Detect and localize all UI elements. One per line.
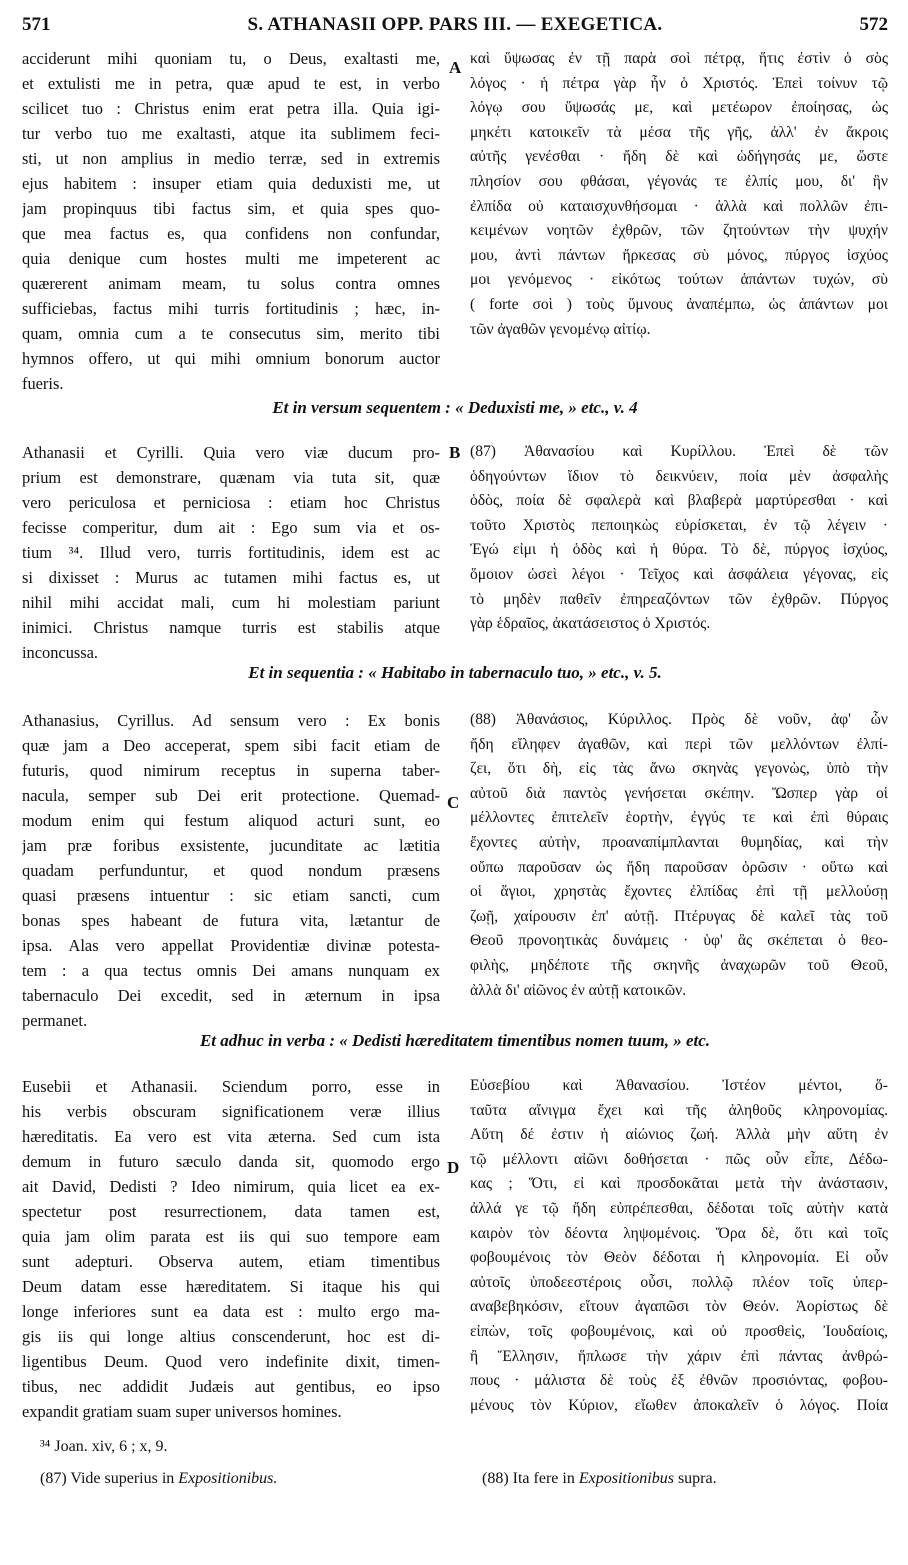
greek-line: κειμένων νοητῶν ἐχθρῶν, τῶν ζητούντων τὴν ψυχήν: [470, 222, 888, 240]
latin-line: inconcussa.: [22, 643, 99, 662]
greek-line: τὸ μηδὲν παθεῖν ἐπηρεαζόντων τῶν ἐχθρῶν. Πύργος: [470, 590, 888, 608]
margin-mark-b: B: [449, 443, 461, 462]
greek-line: ζωῇ, χαίρουσιν ἐπ' αὐτῇ. Πτέρυγας δὲ καλεῖ τὰς τοῦ: [470, 907, 888, 925]
latin-line: scilicet tuo : Christus enim erat petra illa. Quia igi-: [22, 99, 440, 118]
greek-line: ὁδηγούντων ἴδιον τὸ δεικνύειν, ποία μὲν ἀσφαλὴς: [470, 467, 888, 485]
greek-line: Ἐγώ εἰμι ἡ ὁδὸς καὶ ἡ θύρα. Τὸ δὲ, πύργος ἰσχύος,: [470, 541, 888, 559]
latin-line: jam propinquus tibi factus sim, et quia spes quo-: [22, 199, 440, 218]
greek-line: ζει, ὅτι δὴ, εἰς τὰς ἄνω σκηνὰς γεγονὼς, ὑπὸ τὴν: [470, 760, 888, 778]
latin-line: vero periculosa et perniciosa : etiam hoc Christus: [22, 493, 440, 512]
greek-column-section-2: [470, 440, 888, 637]
latin-line: que mea factus es, qua confidens non confundar,: [22, 224, 440, 243]
latin-line: prium est demonstrare, quænam via tuta sit, quæ: [22, 468, 440, 487]
latin-line: tium ³⁴. Illud vero, turris fortitudinis, idem est ac: [22, 543, 440, 562]
latin-line: sunt adepturi. Observa autem, etiam timentibus: [22, 1252, 440, 1271]
latin-line: ejus habitem : insuper etiam quia deduxisti me, ut: [22, 174, 440, 193]
greek-line: ( forte σοὶ ) τοὺς ὕμνους ἀναπέμπω, ὡς ἁπάντων μοι: [470, 295, 888, 313]
latin-line: et extulisti me in petra, quæ apud te est, in verbo: [22, 74, 440, 93]
footnote-87-text: Vide superius in: [70, 1470, 175, 1487]
latin-line: jam præ foribus exsistente, jucunditate ac lætitia: [22, 836, 440, 855]
greek-line: λόγῳ σου ὕψωσάς με, καὶ μετέωρον ἐποίησας, ὡς: [470, 99, 888, 117]
greek-line: τοῦτο Χριστὸς πεποιηκὼς εὑρίσκεται, ἐν τῷ λέγειν ·: [470, 516, 888, 534]
section-caption: Et adhuc in verba : « Dedisti hæreditatem timentibus nomen tuum, » etc.: [199, 1031, 711, 1050]
greek-line: ἢ Ἕλλησιν, ἥπλωσε τὴν χάριν ἐπὶ πάντας ἀνθρώ-: [470, 1347, 888, 1365]
latin-line: quia denique cum hostes multi me impeterent ac: [22, 249, 440, 268]
latin-line: ligentibus Deum. Quod vero indefinite dixit, timen-: [22, 1352, 440, 1371]
latin-line: si dixisset : Murus ac tutamen mihi factus es, ut: [22, 568, 440, 587]
greek-line: Εὐσεβίου καὶ Ἀθανασίου. Ἰστέον μέντοι, ὅ-: [470, 1077, 888, 1094]
greek-line: αὐτοῖς ὑποδεεστέροις οὖσι, πολλῷ πλέον τοῖς ὑπερ-: [470, 1273, 888, 1291]
latin-line: modum enim qui festum aliquod acturi sunt, eo: [22, 811, 440, 830]
latin-line: tibus, nec addidit Judæis aut gentibus, eo ipso: [22, 1377, 440, 1396]
footnote-88-end: supra.: [677, 1470, 717, 1487]
margin-mark-a: A: [449, 58, 462, 77]
latin-line: fueris.: [22, 374, 64, 393]
latin-line: spectetur post resurrectionem, data tamen est,: [22, 1202, 440, 1221]
running-title: S. ATHANASII OPP. PARS III. — EXEGETICA.: [247, 14, 663, 35]
margin-mark-d: D: [447, 1158, 460, 1177]
latin-line: expandit gratiam suam super universos homines.: [22, 1402, 342, 1421]
latin-line: sti, ut non amplius in medio terræ, sed in extremis: [22, 149, 440, 168]
page-number-left: 571: [22, 14, 51, 35]
latin-line: quasi præsens intuentur : sic etiam sancti, cum: [22, 886, 440, 905]
greek-line: ταῦτα αἴνιγμα ἔχει καὶ τῆς ἀληθοῦς κληρονομίας.: [470, 1101, 888, 1119]
latin-line: gis iis qui longe altius conscenderunt, hoc est di-: [22, 1327, 440, 1346]
latin-line: nihil mihi accidat mali, cum hi molestiam pariunt: [22, 593, 440, 612]
greek-line: εἰπὼν, τοῖς φοβουμένοις, καὶ οὐ προσθεὶς, Ἰουδαίοις,: [470, 1322, 888, 1340]
greek-line: οὔπω παροῦσαν ὡς ἤδη παροῦσαν ὁρῶσιν · οὕτω καὶ: [470, 858, 888, 876]
greek-line: Αὕτη δέ ἐστιν ἡ αἰώνιος ζωή. Ἀλλὰ μὴν αὕτη ἐν: [470, 1126, 888, 1144]
latin-line: nacula, semper sub Dei erit protectione. Quemad-: [22, 786, 440, 805]
greek-line: αὐτοῦ διὰ παντὸς γενήσεται σκέπην. Ὥσπερ γὰρ οἱ: [470, 784, 888, 802]
greek-line: φιλὴς, μηδέποτε τῆς σκηνῆς ἀναχωρῶν τοῦ Θεοῦ,: [470, 956, 888, 974]
greek-line: ἀλλά γε τῷ ἤδη εὐπρέπεσθαι, δέδοται τοῖς αὐτὴν κατὰ: [470, 1199, 888, 1217]
latin-line: ait David, Dedisti ? Ideo nimirum, quia licet ea ex-: [22, 1177, 440, 1196]
latin-line: fecisse comperitur, dum ait : Ego sum via et os-: [22, 518, 440, 537]
latin-line: quærerent animam meam, tu solus contra omnes: [22, 274, 440, 293]
footnote-88-number: (88): [482, 1470, 509, 1487]
latin-line: tur verbo tuo me exaltasti, atque ita sublimem feci-: [22, 124, 440, 143]
footnote-87: [40, 1470, 277, 1488]
greek-line: φοβουμένοις τὸν Θεὸν δέδοται ἡ κληρονομία. Εἰ οὖν: [470, 1249, 888, 1267]
section-caption: Et in sequentia : « Habitabo in tabernaculo tuo, » etc., v. 5.: [248, 663, 662, 682]
latin-line: tem : a qua tectus omnis Dei amans nunquam ex: [22, 961, 440, 980]
greek-line: κας ; Ὅτι, εἰ καὶ προσδοκᾶται μετὰ τὴν ἀνάστασιν,: [470, 1175, 888, 1193]
footnote-87-number: (87): [40, 1470, 67, 1487]
greek-line: καὶ ὕψωσας ἐν τῇ παρὰ σοὶ πέτρᾳ, ἥτις ἐστὶν ὁ σὸς: [470, 50, 888, 67]
latin-line: quam, omnia cum a te consecutus sim, merito tibi: [22, 324, 440, 343]
latin-line: hymnos offero, ut qui mihi omnium bonorum auctor: [22, 349, 440, 368]
latin-column-section-1: [22, 46, 440, 396]
greek-line: (87) Ἀθανασίου καὶ Κυρίλλου. Ἐπεὶ δὲ τῶν: [470, 443, 888, 460]
greek-line: ὅμοιον ὡσεὶ λέγοι · Τεῖχος καὶ ἀσφάλεια γέγονας, εἰς: [470, 565, 888, 583]
margin-mark-c: C: [447, 793, 460, 812]
latin-line: bonas spes habeant de futura vita, lætantur de: [22, 911, 440, 930]
greek-line: αὐτῆς γενέσθαι · ἤδη δὲ καὶ ὡδήγησάς με, ὥστε: [470, 148, 888, 166]
greek-column-section-1: [470, 47, 888, 342]
latin-line: Athanasius, Cyrillus. Ad sensum vero : Ex bonis: [22, 711, 440, 730]
footnote-34: ³⁴ Joan. xiv, 6 ; x, 9.: [40, 1438, 168, 1455]
latin-line: permanet.: [22, 1011, 88, 1030]
greek-line: ἀλλὰ δι' αἰῶνος ἐν αὐτῇ κατοικῶν.: [470, 981, 687, 999]
latin-line: futuris, quod nimirum receptus in superna taber-: [22, 761, 440, 780]
footnote-87-italic: Expositionibus.: [178, 1470, 278, 1487]
greek-line: μέλλοντες ἐπιτελεῖν ἑορτὴν, ἐγγύς τε καὶ ἐπὶ θύραις: [470, 809, 888, 827]
greek-line: τῶν ἀγαθῶν γενομένῳ αἰτίῳ.: [470, 320, 651, 338]
latin-line: acciderunt mihi quoniam tu, o Deus, exaltasti me,: [22, 49, 440, 68]
latin-line: tabernaculo Dei excedit, sed in æternum in ipsa: [22, 986, 440, 1005]
latin-line: sufficiebas, factus mihi turris fortitudinis ; hæc, in-: [22, 299, 440, 318]
greek-line: ἔχοντες αὐτὴν, προαναπίμπλανται θυμηδίας, καὶ τὴν: [470, 833, 888, 851]
latin-column-section-3: [22, 708, 440, 1033]
greek-line: ὁδὸς, ποία δὲ σφαλερὰ καὶ βλαβερὰ μαρτύρεσθαι · καὶ: [470, 492, 888, 510]
latin-line: Athanasii et Cyrilli. Quia vero viæ ducum pro-: [22, 443, 440, 462]
latin-line: quæ jam a Deo acceperat, spem sibi facit etiam de: [22, 736, 440, 755]
latin-line: hæreditatis. Ea vero est vita æterna. Sed cum ista: [22, 1127, 440, 1146]
greek-line: πους · μάλιστα δὲ τοὺς ἐξ ἐθνῶν προσιόντας, φοβου-: [470, 1372, 888, 1390]
page-number-right: 572: [859, 14, 888, 35]
greek-line: ἤδη εἴληφεν ἀγαθῶν, καὶ περὶ τῶν μελλόντων ἐλπί-: [470, 735, 888, 753]
page-header: [22, 14, 888, 42]
section-caption: Et in versum sequentem : « Deduxisti me, » etc., v. 4: [272, 398, 638, 417]
latin-line: longe inferiores sunt ea data est : multo ergo ma-: [22, 1302, 440, 1321]
greek-line: μένους τὸν Κύριον, εἴωθεν ἀποκαλεῖν ὁ λόγος. Ποία: [470, 1396, 888, 1414]
latin-line: Eusebii et Athanasii. Sciendum porro, esse in: [22, 1077, 440, 1096]
greek-line: πλησίον σου φθάσαι, γέγονάς τε ἐλπίς μου, δι' ἣν: [470, 172, 888, 190]
latin-line: quia jam olim parata est iis qui suo tempore eam: [22, 1227, 440, 1246]
latin-column-section-4: [22, 1074, 440, 1424]
greek-line: τῷ μέλλοντι αἰῶνι δοθήσεται · πῶς οὖν εἶπε, Δέδω-: [470, 1150, 888, 1168]
greek-line: μου, ἀντὶ πάντων ἤρκεσας σὺ μόνος, πύργος ἰσχύος: [470, 246, 888, 264]
latin-line: demum in futuro sæculo danda sit, quomodo ergo: [22, 1152, 440, 1171]
footnote-88-italic: Expositionibus: [578, 1470, 674, 1487]
latin-line: inimici. Christus namque turris est stabilis atque: [22, 618, 440, 637]
footnote-88-text: Ita fere in: [512, 1470, 575, 1487]
greek-column-section-3: [470, 708, 888, 1003]
greek-line: ἐλπίδα οὐ καταισχυνθήσομαι · ἀλλὰ καὶ πολλῶν ἐπι-: [470, 197, 888, 215]
greek-line: καιρὸν τὸν δέοντα ληψομένοις. Ὅρα δὲ, ὅτι καὶ τοῖς: [470, 1224, 888, 1242]
greek-line: αναβεβηκόσιν, εἴτουν ἀγαπῶσι τὸν Θεόν. Ἀορίστως δὲ: [470, 1298, 888, 1316]
greek-line: λόγος · ἡ πέτρα γὰρ ἦν ὁ Χριστός. Ἐπεὶ τοίνυν τῷ: [470, 74, 888, 92]
greek-column-section-4: [470, 1074, 888, 1418]
latin-column-section-2: [22, 440, 440, 665]
greek-line: μηκέτι κατοικεῖν τὰ μέσα τῆς γῆς, ἀλλ' ἐν ἄκροις: [470, 123, 888, 141]
footnote-88: [482, 1470, 717, 1488]
latin-line: ipsa. Alas vero appellat Providentiæ divinæ potesta-: [22, 936, 440, 955]
greek-line: οἱ ἅγιοι, χρηστὰς ἔχοντες ἐλπίδας ἐπὶ τῇ μελλούσῃ: [470, 883, 888, 901]
greek-line: μοι γενόμενος · εἰκότως τούτων ἁπάντων τυχών, σὺ: [470, 271, 888, 289]
greek-line: Θεοῦ προνοητικὰς δυνάμεις · ὑφ' ἃς σκέπεται ὁ θεο-: [470, 932, 888, 950]
greek-line: γὰρ ἑδραῖος, ἀκατάσειστος ὁ Χριστός.: [470, 615, 711, 633]
latin-line: Deum datam esse hæreditatem. Si itaque his qui: [22, 1277, 440, 1296]
latin-line: his verbis obscuram significationem veræ illius: [22, 1102, 440, 1121]
latin-line: quadam perfunduntur, et quod nondum præsens: [22, 861, 440, 880]
greek-line: (88) Ἀθανάσιος, Κύριλλος. Πρὸς δὲ νοῦν, ἀφ' ὧν: [470, 711, 888, 728]
